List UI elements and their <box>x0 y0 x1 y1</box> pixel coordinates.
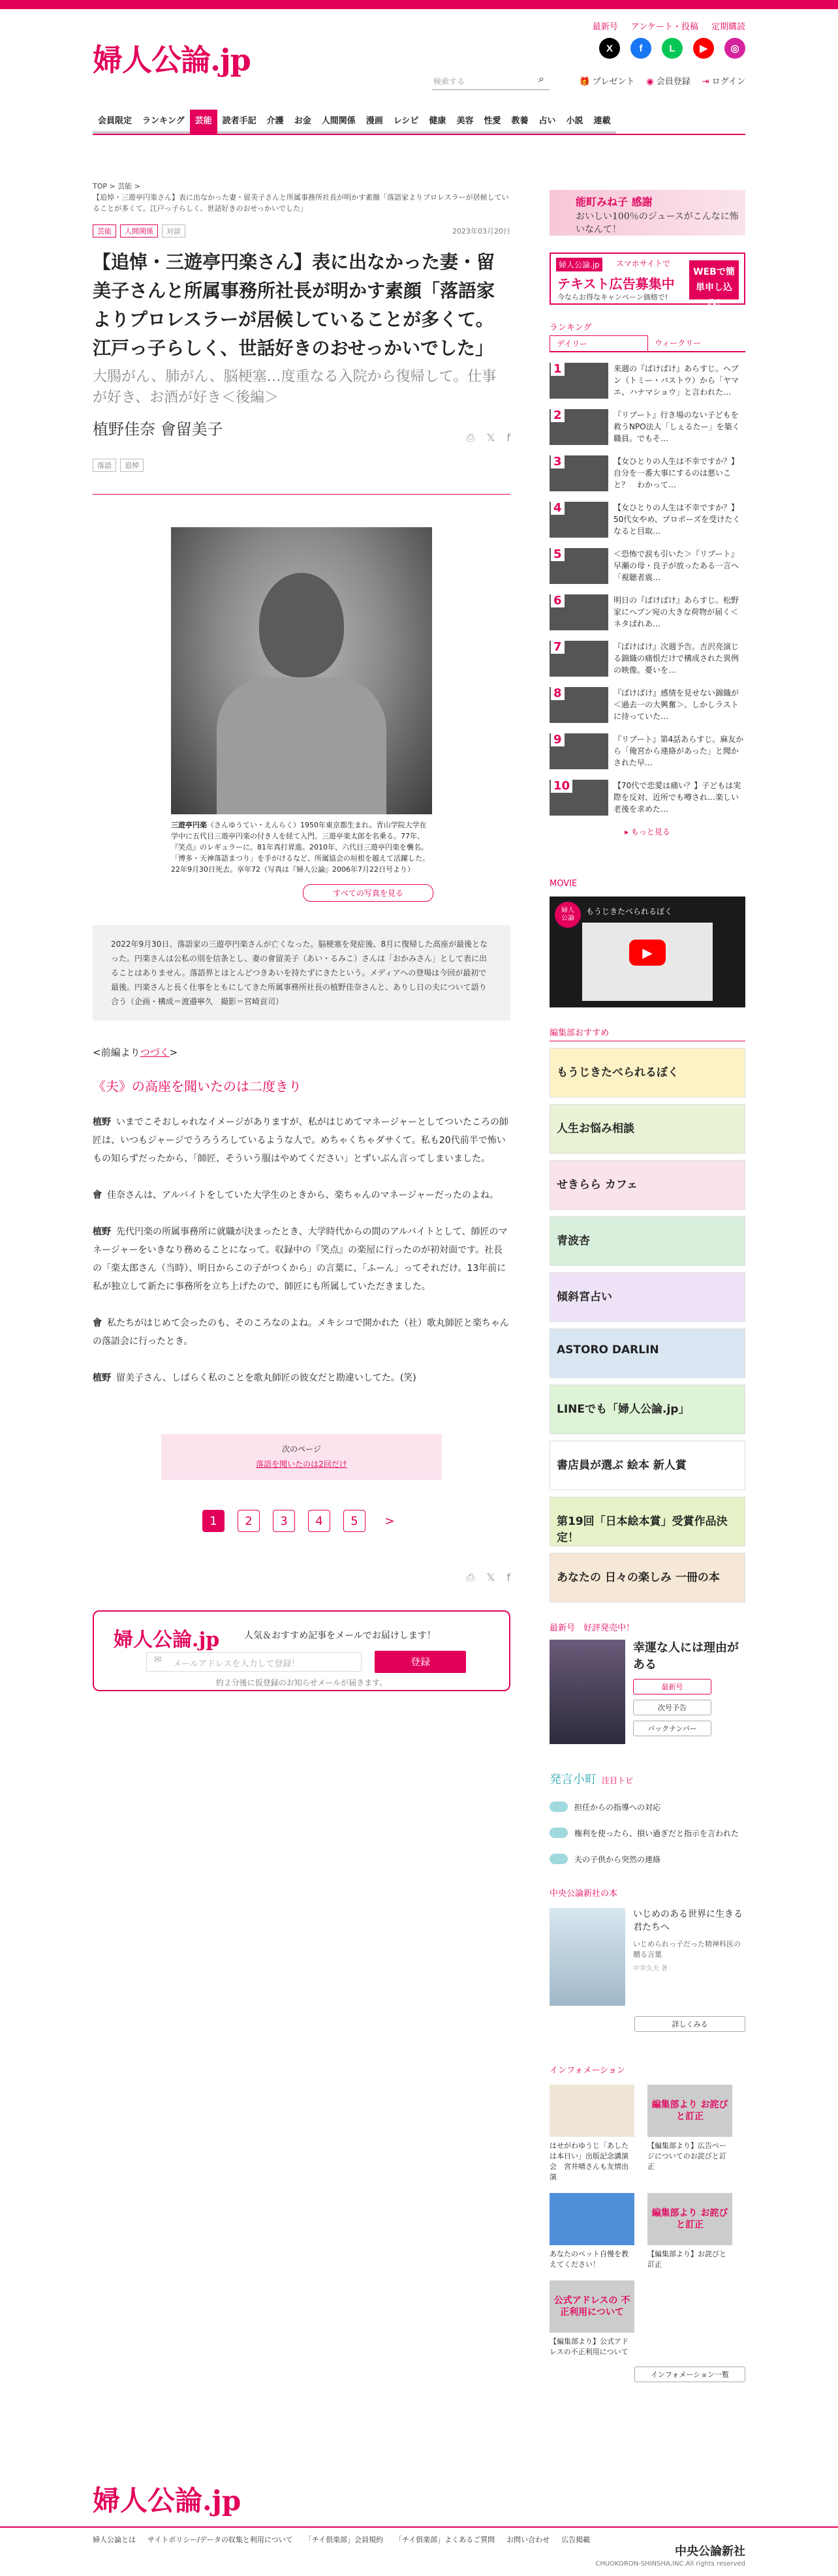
prev-link[interactable]: つづく <box>140 1047 170 1058</box>
info-card-text: 【編集部より】広告ページについてのお詫びと訂正 <box>647 2141 726 2171</box>
keyword-tag[interactable]: 落語 <box>93 459 116 472</box>
photo-figure-head <box>259 573 344 677</box>
reco-banner[interactable] <box>550 1160 745 1210</box>
ranking-heading: ランキング <box>550 323 592 333</box>
page-2[interactable]: 2 <box>238 1510 260 1532</box>
komachi-item-text: 担任からの指導への対応 <box>574 1803 661 1812</box>
info-card-image: 公式アドレスの 不正利用について <box>550 2280 634 2333</box>
search-icon[interactable]: ⌕ <box>538 72 544 85</box>
info-heading: インフォメーション <box>550 2066 625 2076</box>
ranking-thumbnail <box>550 455 608 491</box>
keyword-tags <box>93 459 510 495</box>
next-page-box <box>161 1434 442 1480</box>
ranking-thumbnail <box>550 363 608 399</box>
ranking-number: 9 <box>551 733 565 746</box>
site-header <box>93 9 745 86</box>
komachi-item-text: 権利を使ったら、損い過ぎだと指示を言われた <box>574 1829 739 1838</box>
latest-issue-cover[interactable] <box>550 1640 625 1744</box>
latest-issue-button[interactable]: 最新号 <box>633 1679 711 1694</box>
reco-banner[interactable] <box>550 1216 745 1266</box>
footer-copyright: CHUOKORON-SHINSHA,INC.All rights reserved <box>595 2560 745 2568</box>
ranking-item[interactable] <box>550 363 745 399</box>
tag-taidan[interactable]: 対談 <box>162 224 185 238</box>
top-links <box>593 20 745 32</box>
article-title: 【追悼・三遊亭円楽さん】表に出なかった妻・留美子さんと所属事務所社長が明かす素顔「落語家よりプロレスラーが居候していることが多くて。江戸っ子らしく、世話好きのおせっかいでした」 <box>93 251 495 359</box>
info-card[interactable] <box>647 2085 732 2183</box>
info-card[interactable] <box>550 2193 634 2270</box>
nav-item[interactable]: レシピ <box>388 110 424 134</box>
info-card[interactable] <box>550 2085 634 2183</box>
subscription-link[interactable]: 定期購読 <box>711 22 745 32</box>
reco-banner[interactable] <box>550 1553 745 1602</box>
info-card[interactable] <box>550 2280 634 2357</box>
ranking-thumbnail <box>550 780 608 816</box>
ranking-thumbnail <box>550 548 608 584</box>
chuo-heading: 中央公論新社の本 <box>550 1889 618 1899</box>
footer-links <box>93 2534 745 2545</box>
nav-item[interactable]: 連載 <box>589 110 616 134</box>
info-card-text: あなたのペット自慢を教えてください！ <box>550 2250 628 2269</box>
speaker-name: 植野 <box>93 1373 111 1383</box>
article-paragraph <box>93 1314 510 1351</box>
nav-item[interactable]: 会員限定 <box>93 110 137 134</box>
channel-logo: 婦人 公論 <box>555 902 581 928</box>
newsletter-email-input[interactable]: メールアドレスを入力して登録！ <box>146 1652 362 1672</box>
ranking-item[interactable] <box>550 780 745 816</box>
member-icon: ◉ <box>646 77 654 87</box>
ranking-number: 3 <box>551 455 565 468</box>
info-card-image: 編集部より お詫びと訂正 <box>647 2193 732 2245</box>
page-3[interactable]: 3 <box>273 1510 295 1532</box>
chuo-book-author: 中井久夫 著 <box>633 1965 668 1972</box>
article-body <box>93 1113 510 1387</box>
latest-issue <box>550 1640 745 1744</box>
paragraph-text: 私たちがはじめて会ったのも、そのころなのよね。メキシコで開かれた（社）歌丸師匠と楽ちゃんの落語会に行ったとき。 <box>93 1318 509 1347</box>
caption-name: 三遊亭円楽 <box>171 821 207 829</box>
ranking-thumbnail <box>550 409 608 445</box>
survey-link[interactable]: アンケート・投稿 <box>630 22 698 32</box>
ranking-item[interactable] <box>550 548 745 584</box>
reco-banner[interactable] <box>550 1385 745 1434</box>
ranking-title: 【70代で恋愛は痛い？】子どもは実際を反対、近所でも噂され…楽しい老後を求めた… <box>613 781 741 814</box>
site-logo[interactable]: 婦人公論.jp <box>93 42 251 78</box>
info-card-text: 【編集部より】公式アドレスの不正利用について <box>550 2337 628 2356</box>
ranking-thumbnail <box>550 733 608 769</box>
reco-banner[interactable] <box>550 1497 745 1546</box>
footer-link[interactable]: 「チイ倶楽部」会員規約 <box>304 2536 383 2544</box>
reco-heading: 編集部おすすめ <box>550 1026 745 1041</box>
x-icon[interactable]: X <box>599 38 620 59</box>
newsletter-logo: 婦人公論.jp <box>114 1629 220 1651</box>
article-photo[interactable] <box>171 527 432 814</box>
facebook-share-icon[interactable]: f <box>506 1571 510 1584</box>
article-lead: 2022年9月30日、落語家の三遊亭円楽さんが亡くなった。脳梗塞を発症後、8月に復帰した高座が最後となった。円楽さんは公私の別を信条とし、妻の會留美子（あい・るみこ）さんは「おかみさん」として表に出ることはありません。落語界とほとんどつきあいを持たずにきたという。メディアへの登場は今回が最初で最後。円楽さんと長く仕事をともにしてきた所属事務所社長の植野佳奈さんと、ありし日の夫について語り合う（企画・構成＝渡邉寧久 撮影＝宮崎貢司） <box>93 925 510 1020</box>
reco-banner-label: せきらら カフェ <box>557 1178 638 1191</box>
movie-heading: MOVIE <box>550 879 578 889</box>
nav-item[interactable]: 性愛 <box>478 110 506 134</box>
footer-link[interactable]: 「チイ倶楽部」よくあるご質問 <box>394 2536 495 2544</box>
ranking-title: 【女ひとりの人生は不幸ですか？】50代女やめ、プロポーズを受けたくなると目取… <box>613 503 741 536</box>
tag-geinou[interactable]: 芸能 <box>93 224 116 238</box>
reco-banner-label: もうじきたべられるぼく <box>557 1066 679 1079</box>
ranking-thumbnail <box>550 502 608 538</box>
nav-item[interactable]: 読者手記 <box>217 110 262 134</box>
chuo-book-cover[interactable] <box>550 1908 625 2006</box>
komachi-heading <box>550 1770 745 1787</box>
nav-item[interactable]: 教養 <box>506 110 533 134</box>
nav-item[interactable]: 健康 <box>424 110 451 134</box>
x-share-icon[interactable]: 𝕏 <box>486 431 495 444</box>
next-issue-button[interactable]: 次号予告 <box>633 1700 711 1715</box>
login-link[interactable]: ⇥ ログイン <box>702 77 745 87</box>
banner-sub: スマホサイトで <box>616 259 670 268</box>
article-column <box>93 143 510 2382</box>
komachi-item[interactable] <box>550 1802 745 1813</box>
tab-daily[interactable]: デイリー <box>550 335 648 351</box>
paragraph-text: いまでこそおしゃれなイメージがありますが、私がはじめてマネージャーとしてついたころの師匠は、いつもジャージでうろうろしているような人で。めちゃくちゃダサくて。私も20代前半で怖いもの知らずだったから、「師匠、そういう服はやめてください」とずいぶん言ってしまいました。 <box>93 1117 509 1164</box>
ranking-list <box>550 363 745 816</box>
prev-part: <前編よりつづく> <box>93 1047 178 1058</box>
nav-item[interactable]: ランキング <box>137 110 190 134</box>
ranking-number: 2 <box>551 409 565 422</box>
nav-item[interactable]: 人間関係 <box>317 110 361 134</box>
ranking-title: 『ばけばけ』次週予告。吉沢亮演じる錦織の痛恨だけで構成された異例の映像。憂いを… <box>613 642 739 675</box>
reco-banner-label: 書店員が選ぶ 絵本 新人賞 <box>557 1459 687 1472</box>
banner-cta: WEBで簡単申し込み! <box>689 260 739 299</box>
article-subtitle: 大腸がん、肺がん、脳梗塞…度重なる入院から復帰して。仕事が好き、お酒が好き＜後編＞ <box>93 369 497 406</box>
breadcrumb <box>93 181 510 214</box>
social-icons <box>599 38 745 59</box>
footer-link[interactable]: 広告掲載 <box>561 2536 591 2544</box>
newsletter-note: 約２分後に仮登録のお知らせメールが届きます。 <box>215 1678 388 1687</box>
paragraph-text: 佳奈さんは、アルバイトをしていた大学生のときから、楽ちゃんのマネージャーだったのよね。 <box>107 1190 499 1201</box>
banner-title: テキスト広告募集中 <box>557 276 675 292</box>
user-nav <box>580 74 745 87</box>
chuo-detail-button[interactable]: 詳しくみる <box>634 2016 745 2032</box>
print-icon[interactable]: ⎙ <box>466 1571 475 1584</box>
sidebar-banner-ad[interactable] <box>550 253 745 309</box>
reco-banner[interactable] <box>550 1272 745 1322</box>
reco-banner[interactable] <box>550 1441 745 1490</box>
ranking-number: 8 <box>551 687 565 700</box>
print-icon[interactable]: ⎙ <box>466 431 475 444</box>
ranking-item[interactable] <box>550 502 745 538</box>
section-heading: 《夫》の高座を聞いたのは二度きり <box>93 1079 302 1094</box>
latest-issue-link[interactable]: 最新号 <box>592 22 618 32</box>
article-date: 2023年03月20日 <box>452 227 510 236</box>
ranking-item[interactable] <box>550 687 745 723</box>
reco-banner[interactable] <box>550 1328 745 1378</box>
instagram-icon[interactable]: ◎ <box>724 38 745 59</box>
top-accent-bar <box>0 0 838 9</box>
register-link[interactable]: ◉ 会員登録 <box>646 77 691 87</box>
mail-icon: ✉ <box>154 1655 162 1665</box>
info-card-image: 編集部より お詫びと訂正 <box>647 2085 732 2137</box>
footer-link[interactable]: お問い合わせ <box>506 2536 550 2544</box>
reco-banner-label: あなたの 日々の楽しみ 一冊の本 <box>557 1571 720 1584</box>
keyword-tag[interactable]: 追悼 <box>120 459 144 472</box>
nav-item[interactable]: 占い <box>533 110 561 134</box>
info-card-image <box>550 2193 634 2245</box>
search-input[interactable]: 検索する <box>432 74 550 90</box>
info-card-text: 【編集部より】お詫びと訂正 <box>647 2250 726 2269</box>
ranking-item[interactable] <box>550 409 745 445</box>
tab-weekly[interactable]: ウィークリー <box>655 339 702 348</box>
breadcrumb-path[interactable]: TOP > 芸能 > <box>93 182 140 191</box>
speaker-name: 會 <box>93 1190 102 1201</box>
photo-caption <box>171 820 432 875</box>
speaker-name: 會 <box>93 1318 102 1328</box>
next-page-link[interactable]: 落語を聞いたのは2回だけ <box>256 1460 347 1469</box>
ranking-item[interactable] <box>550 733 745 769</box>
article-paragraph <box>93 1113 510 1168</box>
pagination <box>93 1510 510 1532</box>
share-icons-bottom <box>93 1571 510 1584</box>
chuo-book-info <box>633 1908 745 2006</box>
article-paragraph <box>93 1223 510 1296</box>
speaker-name: 植野 <box>93 1117 111 1127</box>
paragraph-text: 先代円楽の所属事務所に就職が決まったとき、大学時代からの間のアルバイトとして、師匠のマネージャーをいきなり務めることになって。収録中の『笑点』の楽屋に行ったのが初対面です。社長の「楽太郎さん（当時）、明日からこの子がつくから」の言葉に、「ふーん」ってそれだけ。13年前に私が独立して新たに事務所を立ち上げたので、師匠にも所属していただきました。 <box>93 1227 508 1292</box>
reco-banner-label: LINEでも「婦人公論.jp」 <box>557 1403 690 1416</box>
gift-icon: 🎁 <box>579 77 590 87</box>
photo-figure-body <box>217 677 386 814</box>
banner-note: 今ならお得なキャンペーン価格で! <box>557 293 668 301</box>
footer-link[interactable]: 婦人公論とは <box>93 2536 136 2544</box>
info-card-image <box>550 2085 634 2137</box>
article-tags <box>93 224 510 238</box>
komachi-bubble-icon <box>550 1802 568 1812</box>
newsletter-box <box>93 1610 510 1691</box>
ranking-item[interactable] <box>550 594 745 630</box>
komachi-item-text: 夫の子供から突然の連絡 <box>574 1855 661 1864</box>
movie-player[interactable] <box>550 897 745 1007</box>
ranking-title: 【女ひとりの人生は不幸ですか？】自分を一番大事にするのは悪いこと？ わかって… <box>613 457 739 489</box>
movie-title: もうじきたべられるぼく <box>586 907 673 916</box>
newsletter-submit-button[interactable]: 登録 <box>375 1651 466 1673</box>
backnumber-button[interactable]: バックナンバー <box>633 1721 711 1736</box>
play-icon[interactable]: ▶ <box>629 940 666 966</box>
line-icon[interactable]: L <box>662 38 683 59</box>
footer-logo[interactable]: 婦人公論.jp <box>93 2485 241 2517</box>
info-list-button[interactable]: インフォメーション一覧 <box>634 2367 745 2382</box>
banner-title: 能町みね子 感謝 <box>576 196 653 208</box>
present-link[interactable]: 🎁 プレゼント <box>579 77 635 87</box>
reco-banner-label: 青波杏 <box>557 1234 590 1248</box>
newsletter-title: 人気＆おすすめ記事をメールでお届けします！ <box>244 1631 436 1641</box>
breadcrumb-title: 【追悼・三遊亭円楽さん】表に出なかった妻・留美子さんと所属事務所社長が明かす素顔「落語家よりプロレスラーが居候していることが多くて。江戸っ子らしく、世話好きのおせっかいでした」 <box>93 193 509 213</box>
reco-banner[interactable] <box>550 1048 745 1097</box>
reco-banner-label: 人生お悩み相談 <box>557 1122 634 1135</box>
facebook-icon[interactable]: f <box>630 38 651 59</box>
ranking-number: 10 <box>551 780 572 793</box>
x-share-icon[interactable]: 𝕏 <box>486 1571 495 1584</box>
tag-relationship[interactable]: 人間関係 <box>120 224 158 238</box>
nav-item[interactable]: 美容 <box>451 110 478 134</box>
info-card[interactable] <box>647 2193 732 2270</box>
ranking-item[interactable] <box>550 455 745 491</box>
paragraph-text: 留美子さん、しばらく私のことを歌丸師匠の彼女だと勘違いしてた。(笑) <box>116 1373 416 1383</box>
ranking-number: 6 <box>551 594 565 607</box>
reco-banner-label: ASTORO DARLIN <box>557 1343 659 1357</box>
article-paragraph <box>93 1369 510 1387</box>
footer-corp: 中央公論新社 <box>675 2545 745 2558</box>
chuo-book-sub: いじめられっ子だった精神科医の贈る言葉 <box>633 1940 741 1959</box>
footer-link[interactable]: サイトポリシー/データの収集と利用について <box>147 2536 293 2544</box>
nav-item[interactable]: 芸能 <box>190 110 217 134</box>
page-4[interactable]: 4 <box>308 1510 330 1532</box>
latest-issue-info <box>633 1640 745 1744</box>
komachi-item[interactable] <box>550 1828 745 1839</box>
sidebar <box>550 143 745 2382</box>
info-grid <box>550 2085 745 2357</box>
caption-text: （さんゆうてい・えんらく）1950年東京都生まれ。青山学院大学在学中に五代目三遊亭円楽の付き人を経て入門。三遊亭楽太郎を名乗る。77年、『笑点』のレギュラーに。81年真打昇進。2010年、六代目三遊亭円楽を襲名。「博多・天神落語まつり」を手がけるなど、所属協会の垣根を越えて活躍した。22年9月30日死去。享年72（写真は『婦人公論』2006年7月22日号より） <box>171 821 429 874</box>
reco-banner-label: 第19回「日本絵本賞」受賞作品決定！ <box>557 1515 728 1544</box>
article-author: 植野佳奈 會留美子 <box>93 420 223 438</box>
page-5[interactable]: 5 <box>343 1510 365 1532</box>
footer-divider <box>0 2526 838 2528</box>
reco-banner[interactable] <box>550 1104 745 1154</box>
ranking-item[interactable] <box>550 641 745 677</box>
nav-item[interactable]: 介護 <box>262 110 289 134</box>
ranking-title: 『ばけばけ』感情を見せない錦織が＜過去一の大興奮＞。しかしラストに待っていた… <box>613 688 739 721</box>
banner-tag: 婦人公論.jp <box>556 258 602 271</box>
komachi-bubble-icon <box>550 1828 568 1838</box>
next-page-label: 次のページ <box>282 1445 321 1454</box>
ranking-title: 来週の『ばけばけ』あらすじ。ヘブン（トミー・バストウ）から「ヤマエ、ハナマショウ」と言われた… <box>613 364 739 397</box>
youtube-icon[interactable]: ▶ <box>693 38 714 59</box>
info-card-text: はせがわゆうじ「あしたは本日い」出版記念講演会 宮井晴さんも友情出演 <box>550 2141 628 2181</box>
page-1[interactable]: 1 <box>202 1510 225 1532</box>
ranking-tabs <box>550 335 745 352</box>
reco-banner-label: 傾斜宮占い <box>557 1291 612 1304</box>
ranking-number: 5 <box>551 548 565 561</box>
latest-issue-heading: 最新号 好評発売中！ <box>550 1623 635 1633</box>
chuo-book <box>550 1908 745 2006</box>
ranking-thumbnail <box>550 687 608 723</box>
komachi-sub: 注目トピ <box>602 1776 634 1785</box>
ranking-thumbnail <box>550 594 608 630</box>
ranking-number: 4 <box>551 502 565 515</box>
komachi-item[interactable] <box>550 1854 745 1865</box>
ranking-title: 明日の『ばけばけ』あらすじ。松野家にヘブン宛の大きな荷物が届く＜ネタばれあ… <box>613 596 739 628</box>
login-icon: ⇥ <box>702 77 709 87</box>
ranking-more-link[interactable]: ▸ もっと見る <box>625 827 670 836</box>
ranking-thumbnail <box>550 641 608 677</box>
nav-item[interactable]: お金 <box>289 110 317 134</box>
ranking-title: 『リブート』行き場のない子どもを救うNPO法人「しぇるたー」を築く職員。でもそ… <box>613 410 740 443</box>
komachi-bubble-icon <box>550 1854 568 1864</box>
speaker-name: 植野 <box>93 1227 111 1237</box>
ranking-number: 1 <box>551 363 565 376</box>
ranking-more-label: もっと見る <box>630 827 670 836</box>
komachi-title: 発言小町 <box>550 1773 597 1786</box>
latest-issue-title: 幸運な人には理由がある <box>633 1641 739 1672</box>
nav-item[interactable]: 小説 <box>561 110 589 134</box>
sidebar-banner-nomachi[interactable] <box>550 190 745 236</box>
ranking-title: ＜恐怖で涙も引いた＞『リブート』早瀬の母・良子が放ったある一言へ「視聴者震… <box>613 549 739 582</box>
category-nav <box>93 110 745 135</box>
prev-label: <前編より <box>93 1047 140 1058</box>
reco-list <box>550 1048 745 1602</box>
ranking-title: 『リブート』第4話あらすじ。麻友から「俺宮から連絡があった」と聞かされた早… <box>613 735 744 767</box>
site-footer <box>0 2479 838 2568</box>
next-page-arrow[interactable]: > <box>384 1514 395 1528</box>
chuo-book-title[interactable]: いじめのある世界に生きる君たちへ <box>633 1909 743 1933</box>
banner-text: おいしい100％のジュースがこんなに怖いなんて！ <box>576 211 739 235</box>
all-photos-button[interactable]: すべての写真を見る <box>303 884 433 902</box>
nav-item[interactable]: 漫画 <box>361 110 388 134</box>
facebook-share-icon[interactable]: f <box>506 431 510 444</box>
ranking-number: 7 <box>551 641 565 654</box>
komachi-list <box>550 1802 745 1865</box>
article-paragraph <box>93 1186 510 1204</box>
